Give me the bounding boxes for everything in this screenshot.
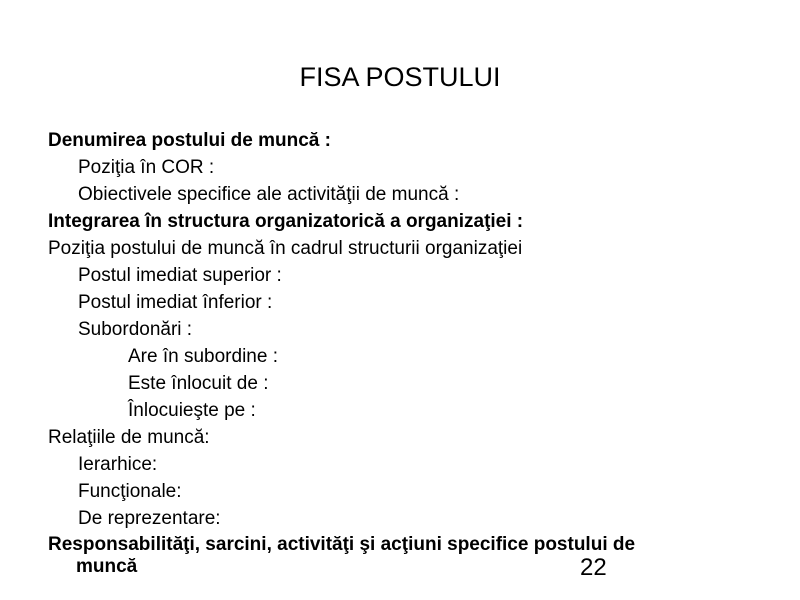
- line-functionale: Funcţionale:: [78, 481, 182, 502]
- slide-title: FISA POSTULUI: [299, 62, 501, 92]
- line-postul-superior: Postul imediat superior :: [78, 265, 282, 286]
- line-responsabilitati-second: muncă: [76, 556, 138, 577]
- page-number: 22: [580, 554, 607, 581]
- slide-content: [48, 127, 778, 578]
- line-ierarhice: Ierarhice:: [78, 454, 158, 475]
- line-este-inlocuit-de: Este înlocuit de :: [128, 373, 269, 394]
- line-responsabilitati-first: Responsabilităţi, sarcini, activităţi şi acţiuni specifice postului de: [48, 534, 636, 555]
- line-obiectivele-specifice: Obiectivele specifice ale activităţii de muncă :: [78, 184, 460, 205]
- line-subordonari: Subordonări :: [78, 319, 193, 340]
- line-pozitia-in-cor: Poziţia în COR :: [78, 157, 215, 178]
- line-denumirea-postului: Denumirea postului de muncă :: [48, 130, 331, 151]
- line-postul-inferior: Postul imediat înferior :: [78, 292, 273, 313]
- line-inlocuieste-pe: Înlocuieşte pe :: [128, 400, 256, 421]
- line-responsabilitati: [48, 534, 778, 578]
- line-de-reprezentare: De reprezentare:: [78, 508, 221, 529]
- line-relatiile-de-munca: Relaţiile de muncă:: [48, 427, 210, 448]
- line-are-in-subordine: Are în subordine :: [128, 346, 278, 367]
- line-pozitia-postului: Poziţia postului de muncă în cadrul structurii organizaţiei: [48, 238, 523, 259]
- line-integrarea-in-structura: Integrarea în structura organizatorică a organizaţiei :: [48, 211, 524, 232]
